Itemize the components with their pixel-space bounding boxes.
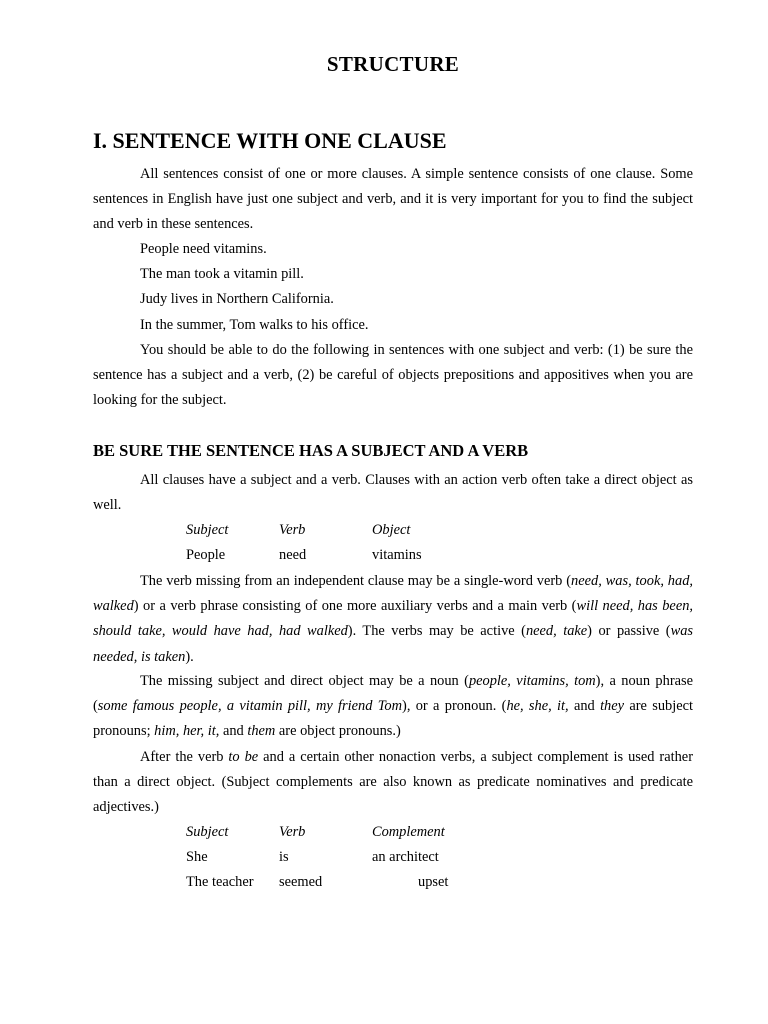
section-heading: I. SENTENCE WITH ONE CLAUSE xyxy=(93,128,447,153)
table-header-subject: Subject xyxy=(186,824,229,840)
text-segment: ), or a pronoun. ( xyxy=(402,698,507,715)
italic-text: they xyxy=(600,698,625,715)
text-segment: The verb missing from an independent clause may be a single-word verb ( xyxy=(140,573,572,589)
clauses-paragraph: All clauses have a subject and a verb. Clauses with an action verb often take a direct object as well. xyxy=(93,472,693,514)
intro-paragraph: All sentences consist of one or more clauses. A simple sentence consists of one clause. Some sentences in English have just one subject and verb, and it is very important for you to find the subject and verb in these sentences. xyxy=(93,166,693,233)
text-segment: The missing subject and direct object may be a noun ( xyxy=(140,673,469,689)
table-header-object: Object xyxy=(372,522,411,538)
text-segment: ). The verbs may be active ( xyxy=(347,623,526,640)
example-sentence: Judy lives in Northern California. xyxy=(140,291,334,307)
text-segment: ) or passive ( xyxy=(587,623,671,640)
table-cell: She xyxy=(186,849,208,865)
text-segment: are subject pronouns; xyxy=(93,698,693,740)
text-segment: ), a noun phrase ( xyxy=(93,673,693,715)
table-header-verb: Verb xyxy=(279,824,306,840)
text-segment: and xyxy=(219,723,248,740)
table-cell: need xyxy=(279,547,307,563)
italic-text: need, take xyxy=(525,623,588,640)
advice-paragraph: You should be able to do the following in sentences with one subject and verb: (1) be sure the sentence has a subject and a verb, (2) be careful of objects prepositions and appositives when you are looking for the subject. xyxy=(93,342,693,409)
italic-text: need, was, took, had, walked xyxy=(93,573,693,615)
table-cell: is xyxy=(279,849,289,865)
italic-text: will need, has been, should take, would have had, had walked xyxy=(93,598,693,640)
text-segment: ). xyxy=(185,648,194,665)
italic-text: people, vitamins, tom xyxy=(468,673,596,689)
example-sentence: In the summer, Tom walks to his office. xyxy=(140,317,369,333)
example-sentence: People need vitamins. xyxy=(140,241,267,257)
table-header-verb: Verb xyxy=(279,522,306,538)
table-cell: The teacher xyxy=(186,874,254,890)
table-cell: upset xyxy=(418,874,449,890)
text-segment: are object pronouns.) xyxy=(275,723,401,740)
text-segment: After the verb xyxy=(140,749,229,765)
complement-paragraph xyxy=(93,745,693,821)
subject-object-paragraph xyxy=(93,669,693,745)
page-title: STRUCTURE xyxy=(326,52,460,76)
example-sentence: The man took a vitamin pill. xyxy=(140,266,304,282)
table-header-complement: Complement xyxy=(372,824,445,840)
text-segment: ) or a verb phrase consisting of one more auxiliary verbs and a main verb ( xyxy=(133,598,577,615)
table-cell: an architect xyxy=(372,849,439,865)
table-cell: vitamins xyxy=(372,547,422,563)
text-segment: and a certain other nonaction verbs, a subject complement is used rather than a direct object. (Subject complements are also known as predicate nominatives and predicate adjectives.) xyxy=(93,749,693,816)
subsection-heading: BE SURE THE SENTENCE HAS A SUBJECT AND A VERB xyxy=(93,441,529,460)
table-cell: seemed xyxy=(279,874,323,890)
italic-text: him, her, it, xyxy=(154,723,220,740)
italic-text: he, she, it, xyxy=(506,698,569,715)
text-segment: and xyxy=(568,698,601,715)
italic-text: them xyxy=(247,723,276,740)
table-header-subject: Subject xyxy=(186,522,229,538)
verb-paragraph xyxy=(93,569,693,670)
italic-text: some famous people, a vitamin pill, my friend Tom xyxy=(97,698,403,715)
table-cell: People xyxy=(186,547,226,563)
italic-text: was needed, is taken xyxy=(93,623,693,665)
italic-text: to be xyxy=(228,749,259,765)
